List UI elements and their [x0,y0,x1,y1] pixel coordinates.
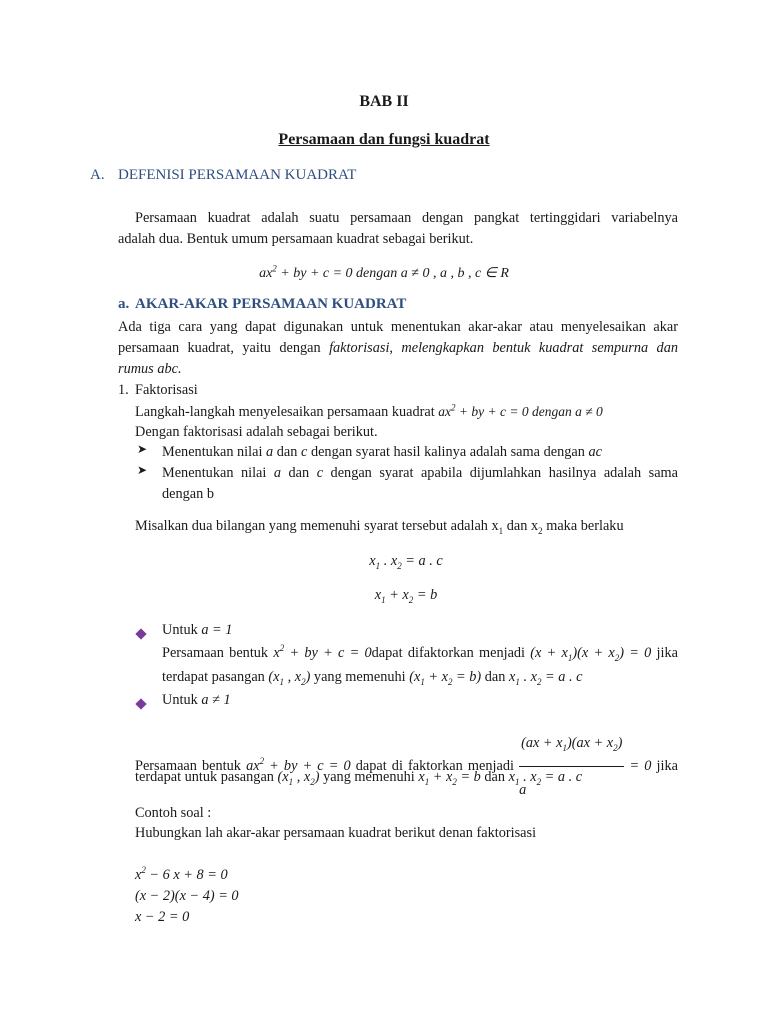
chapter-heading: BAB II [359,93,409,110]
case1-pair: ($x_1$ , $x_2$) [268,669,311,687]
bullet1-a: Menentukan nilai [162,444,263,460]
item1-intro: Dengan faktorisasi adalah sebagai berikut. [135,424,378,440]
case2-condition: a ≠ 1 [201,692,231,708]
case1-line2 [162,667,582,688]
example-label: Contoh soal : [135,805,212,821]
bullet2-a: Menentukan nilai [162,465,267,481]
diamond-bullet-icon [137,695,145,713]
product-equation: $x_1$ . $x_2 = a$ . c [369,553,443,571]
case1-product-cond: $x_1$ . $x_2 = a$ . c [509,669,583,687]
bullet2-b: dan [288,465,310,481]
section-a-marker: A. [90,167,105,183]
case1-text-c: jika [656,645,678,661]
case2-text-b: dapat di faktorkan menjadi [355,757,514,774]
case1-label-text: Untuk [162,622,198,638]
item1-steps-text: Langkah-langkah menyelesaikan persamaan kuadrat [135,404,435,420]
bullet1-b: dan [276,444,298,460]
example-step1: $x^2 - 6$ x + 8 = 0 [135,865,228,883]
case1-text-d: terdapat pasangan [162,669,265,685]
section-a-paragraph-line1: Persamaan kuadrat adalah suatu persamaan dengan pangkat tertinggidari variabelnya [135,210,678,226]
case1-label [162,620,232,641]
subsection-a-line2-start: persamaan kuadrat, yaitu dengan [118,340,321,356]
case1-condition: a = 1 [201,622,233,638]
item1-steps [135,401,603,423]
case2-fraction: $\frac{(ax + x_1)(ax + x_2)}{a}$ [519,722,624,811]
case2-text-a: Persamaan bentuk [135,757,241,774]
case1-text-b: dapat difaktorkan menjadi [371,645,526,661]
example-prompt: Hubungkan lah akar-akar persamaan kuadrat berikut denan faktorisasi [135,825,537,841]
diamond-bullet-icon [137,625,145,643]
misalkan-c: maka berlaku [546,518,624,534]
misalkan-line: Misalkan dua bilangan yang memenuhi syarat tersebut adalah $x_1$ dan $x_2$ maka berlaku [135,518,624,536]
subsection-a-line3: rumus abc. [118,361,182,377]
bullet2-c: dengan syarat apabila dijumlahkan hasilnya adalah sama [330,465,679,481]
case2-label-text: Untuk [162,692,198,708]
item1-title: Faktorisasi [135,382,198,398]
case2-factored: $\frac{(ax + x_1)(ax + x_2)}{a}$ = 0 [519,758,651,774]
bullet2-var-a: a [273,465,282,481]
subsection-a-line1: Ada tiga cara yang dapat digunakan untuk menentukan akar-akar atau menyelesaikan akar [118,319,678,335]
case1-text-f: dan [484,669,506,685]
bullet2-var-c: c [316,465,324,481]
subsection-a-line2 [118,338,678,359]
item1-marker: 1. [118,382,129,398]
item1-steps-equation: $ax^2$ + by + c = 0 dengan a ≠ 0 [438,402,603,419]
arrowhead-bullet-icon: ➤ [137,442,148,456]
subsection-a-line2-italic: faktorisasi, melengkapkan bentuk kuadrat sempurna dan [329,340,679,356]
bullet1-var-a: a [266,444,274,460]
case1-text-a: Persamaan bentuk [162,645,269,661]
misalkan-a: Misalkan dua bilangan yang memenuhi syarat tersebut adalah x [135,518,499,534]
case1-line1 [162,643,678,664]
general-equation: $ax^2$ + by + c = 0 dengan a ≠ 0 , a , b , c ∈ R [259,263,509,281]
bullet2-line2: dengan b [162,486,215,502]
case2-text-f: dan [484,769,506,785]
case1-text-e: yang memenuhi [313,669,406,685]
subsection-a-title: AKAR-AKAR PERSAMAAN KUADRAT [135,296,407,312]
case2-line2 [135,767,582,788]
case2-label [162,690,231,711]
bullet1-text [162,442,602,463]
chapter-title: Persamaan dan fungsi kuadrat [278,131,490,148]
case2-text-e: yang memenuhi [323,769,415,785]
case1-sum-cond: $(x_1 + x_2 = b)$ [409,669,482,687]
bullet1-var-ac: ac [588,444,602,460]
case2-sum-cond: $x_1 + x_2 = b$ [418,769,481,787]
case1-factored: $(x + x_1)(x + x_2) = 0$ [530,645,652,663]
subsection-a-marker: a. [118,296,130,312]
case2-equation: $ax^2$ + by + c = 0 [246,756,351,774]
section-a-paragraph-line2: adalah dua. Bentuk umum persamaan kuadrat sebagai berikut. [118,231,474,247]
example-step2: (x − 2)(x − 4) = 0 [135,888,239,904]
arrowhead-bullet-icon: ➤ [137,463,148,477]
bullet2-text [162,463,678,484]
bullet1-var-c: c [301,444,308,460]
case2-pair: ($x_1$ , $x_2$) [277,769,320,787]
section-a-title: DEFENISI PERSAMAAN KUADRAT [118,167,357,183]
sum-equation: $x_1 + x_2 = b$ [374,587,438,605]
case2-product-cond: $x_1$ . $x_2 = a$ . c [508,769,583,787]
case1-equation: $x^2$ + by + c = 0 [273,643,372,661]
example-step3: x − 2 = 0 [135,909,190,925]
case2-text-d: terdapat untuk pasangan [135,769,274,785]
bullet1-c: dengan syarat hasil kalinya adalah sama dengan [310,444,585,460]
case2-text-c: jika [656,757,678,774]
misalkan-b: dan x [506,518,539,534]
